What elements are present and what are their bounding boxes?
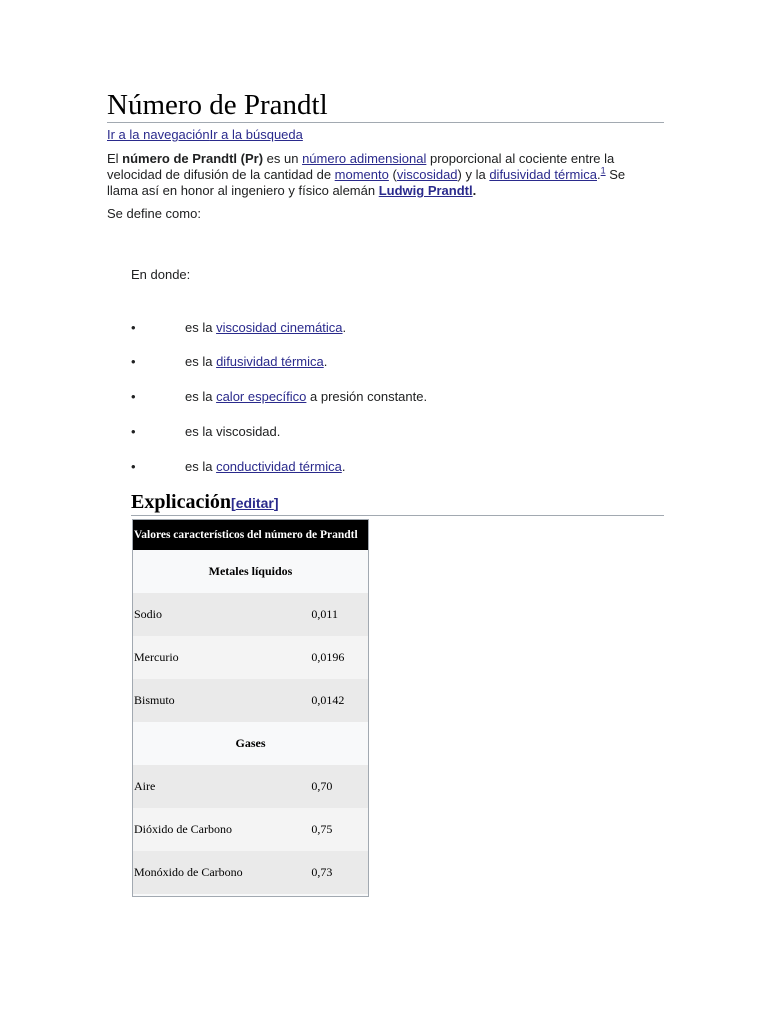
edit-section-link[interactable]: editar (235, 495, 274, 511)
intro-text: es un (263, 151, 303, 166)
intro-text: El (107, 151, 123, 166)
bullet-icon: • (131, 459, 136, 474)
intro-text: ) y la (457, 167, 490, 182)
bullet-icon: • (131, 354, 136, 369)
list-item-text: es la (185, 354, 217, 369)
value-cell: 0,73 (295, 851, 368, 894)
list-item-text: es la (185, 459, 217, 474)
jump-links (107, 127, 303, 143)
edit-bracket-close: ] (273, 495, 279, 511)
intro-bold-term: número de Prandtl (Pr) (122, 151, 264, 166)
link-calor-especifico[interactable]: calor específico (216, 389, 307, 404)
value-cell: 0,70 (295, 765, 368, 808)
edit-bracket-open: [ (231, 495, 236, 511)
link-momento[interactable]: momento (334, 167, 389, 182)
substance-cell: Monóxido de Carbono (133, 851, 295, 894)
bullet-icon: • (131, 320, 136, 335)
link-viscosidad[interactable]: viscosidad (396, 167, 458, 182)
value-cell: 0,0142 (295, 679, 368, 722)
jump-to-search-link[interactable]: Ir a la búsqueda (209, 127, 303, 142)
link-difusividad-termica[interactable]: difusividad térmica (489, 167, 597, 182)
section-heading (131, 490, 664, 516)
list-item-text: es la (185, 320, 217, 335)
link-viscosidad-cinematica[interactable]: viscosidad cinemática (216, 320, 343, 335)
intro-text: ( (388, 167, 397, 182)
bullet-icon: • (131, 424, 136, 439)
value-cell: 0,011 (295, 593, 368, 636)
substance-cell: Sodio (133, 593, 295, 636)
jump-to-navigation-link[interactable]: Ir a la navegación (107, 127, 210, 142)
link-difusividad-termica[interactable]: difusividad térmica (216, 354, 324, 369)
table-group-header: Metales líquidos (133, 550, 368, 593)
list-item-text: es la (185, 389, 217, 404)
link-numero-adimensional[interactable]: número adimensional (302, 151, 427, 166)
intro-paragraph (107, 151, 652, 199)
bullet-icon: • (131, 389, 136, 404)
table-caption: Valores característicos del número de Prandtl (133, 520, 368, 550)
link-conductividad-termica[interactable]: conductividad térmica (216, 459, 342, 474)
table-row (133, 636, 368, 679)
intro-text: Se llama así en honor al ingeniero y físico alemán (107, 167, 626, 198)
table-row (133, 593, 368, 636)
section-title: Explicación (131, 491, 232, 513)
value-cell: 0,75 (295, 808, 368, 851)
list-item-text: . (341, 459, 346, 474)
prandtl-values-table (132, 519, 369, 897)
define-text: Se define como: (107, 206, 201, 221)
list-item-text: . (342, 320, 347, 335)
list-item-text: . (323, 354, 328, 369)
table-row (133, 808, 368, 851)
reference-link[interactable]: 1 (600, 165, 606, 176)
intro-text: proporcional al cociente entre la velocidad de difusión de la cantidad de (107, 151, 615, 182)
substance-cell: Mercurio (133, 636, 295, 679)
table-row (133, 679, 368, 722)
substance-cell: Bismuto (133, 679, 295, 722)
table-group-header: Gases (133, 722, 368, 765)
substance-cell: Dióxido de Carbono (133, 808, 295, 851)
list-item-text: es la viscosidad. (185, 424, 281, 439)
intro-text: . (596, 167, 601, 182)
list-item-text: a presión constante. (306, 389, 428, 404)
where-text: En donde: (131, 267, 191, 282)
substance-cell: Aire (133, 765, 295, 808)
link-ludwig-prandtl[interactable]: Ludwig Prandtl (378, 183, 473, 198)
page-title: Número de Prandtl (107, 88, 664, 123)
table-row (133, 851, 368, 894)
value-cell: 0,0196 (295, 636, 368, 679)
table-row (133, 765, 368, 808)
intro-text: . (472, 183, 477, 198)
